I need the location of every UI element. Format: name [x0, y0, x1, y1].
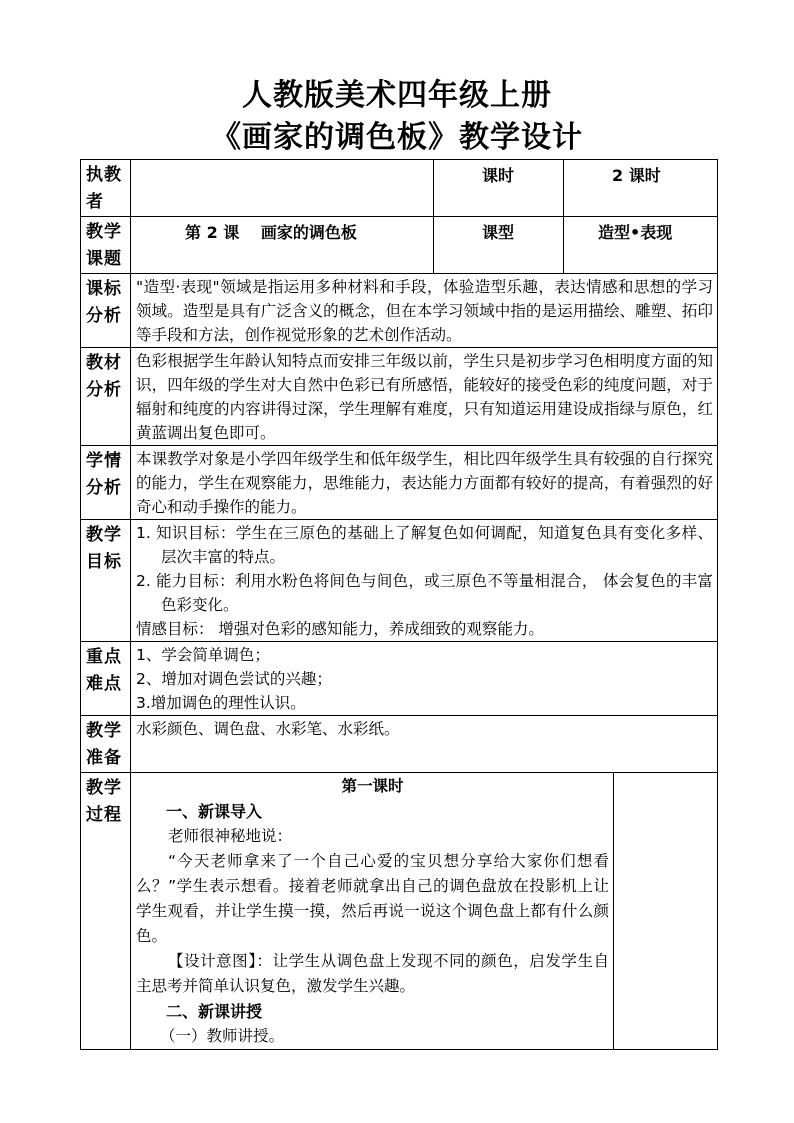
material-label: 教材分析	[81, 348, 131, 446]
process-paragraph-4: （一）教师讲授。	[160, 1027, 285, 1045]
row-teacher	[81, 160, 718, 217]
key-content	[131, 642, 718, 716]
learner-label: 学情分析	[81, 446, 131, 520]
row-material	[81, 348, 718, 446]
goal-label: 教学目标	[81, 520, 131, 642]
prep-label: 教学准备	[81, 716, 131, 773]
key-item-1: 1、学会简单调色；	[136, 646, 270, 664]
key-label: 重点难点	[81, 642, 131, 716]
process-content	[131, 773, 614, 1050]
type-label: 课型	[434, 217, 564, 274]
teacher-label: 执教者	[81, 160, 131, 217]
topic-value: 第 2 课 画家的调色板	[131, 217, 434, 274]
row-goal	[81, 520, 718, 642]
row-standard	[81, 274, 718, 348]
process-notes-column	[614, 773, 718, 1050]
teacher-value	[131, 160, 434, 217]
lesson-plan-table	[80, 159, 718, 1050]
row-process	[81, 773, 718, 1050]
prep-text: 水彩颜色、调色盘、水彩笔、水彩纸。	[131, 716, 718, 773]
process-paragraph-2: “今天老师拿来了一个自己心爱的宝贝想分享给大家你们想看么？”学生表示想看。接着老师就拿出自己的调色盘放在投影机上让学生观看，并让学生摸一摸，然后再说一说这个调色盘上都有什么颜色。	[136, 852, 609, 945]
process-heading: 第一课时	[341, 777, 404, 795]
topic-label: 教学课题	[81, 217, 131, 274]
period-label: 课时	[434, 160, 564, 217]
process-paragraph-1: 老师很神秘地说：	[168, 827, 293, 845]
goal-item-3: 情感目标： 增强对色彩的感知能力，养成细致的观察能力。	[136, 620, 544, 638]
key-item-2: 2、增加对调色尝试的兴趣；	[136, 670, 332, 688]
material-text: 色彩根据学生年龄认知特点而安排三年级以前，学生只是初步学习色相明度方面的知识，四年级的学生对大自然中色彩已有所感悟，能较好的接受色彩的纯度问题，对于辐射和纯度的内容讲得过深，学生理解有难度，只有知道运用建设成指绿与原色，红黄蓝调出复色即可。	[131, 348, 718, 446]
goal-item-1: 1. 知识目标：学生在三原色的基础上了解复色如何调配，知道复色具有变化多样、层次丰富的特点。	[136, 524, 713, 566]
document-title-line1: 人教版美术四年级上册	[242, 78, 552, 113]
goal-item-2: 2. 能力目标：利用水粉色将间色与间色，或三原色不等量相混合， 体会复色的丰富色彩变化。	[136, 572, 713, 614]
standard-label: 课标分析	[81, 274, 131, 348]
key-item-3: 3.增加调色的理性认识。	[136, 694, 306, 712]
standard-text: "造型·表现"领域是指运用多种材料和手段，体验造型乐趣，表达情感和思想的学习领域。造型是具有广泛含义的概念，但在本学习领域中指的是运用描绘、雕塑、拓印等手段和方法，创作视觉形象的艺术创作活动。	[131, 274, 718, 348]
row-topic	[81, 217, 718, 274]
type-value: 造型•表现	[564, 217, 718, 274]
row-key	[81, 642, 718, 716]
goal-content	[131, 520, 718, 642]
process-section-2: 二、新课讲授	[166, 1002, 263, 1021]
process-paragraph-3: 【设计意图】：让学生从调色盘上发现不同的颜色，启发学生自主思考并简单认识复色，激发学生兴趣。	[136, 952, 609, 995]
document-title-line2: 《画家的调色板》教学设计	[211, 120, 583, 155]
row-prep	[81, 716, 718, 773]
process-label: 教学过程	[81, 773, 131, 1050]
process-section-1: 一、新课导入	[166, 802, 263, 821]
row-learner	[81, 446, 718, 520]
learner-text: 本课教学对象是小学四年级学生和低年级学生，相比四年级学生具有较强的自行探究的能力，学生在观察能力，思维能力，表达能力方面都有较好的提高，有着强烈的好奇心和动手操作的能力。	[131, 446, 718, 520]
period-value: 2 课时	[564, 160, 718, 217]
